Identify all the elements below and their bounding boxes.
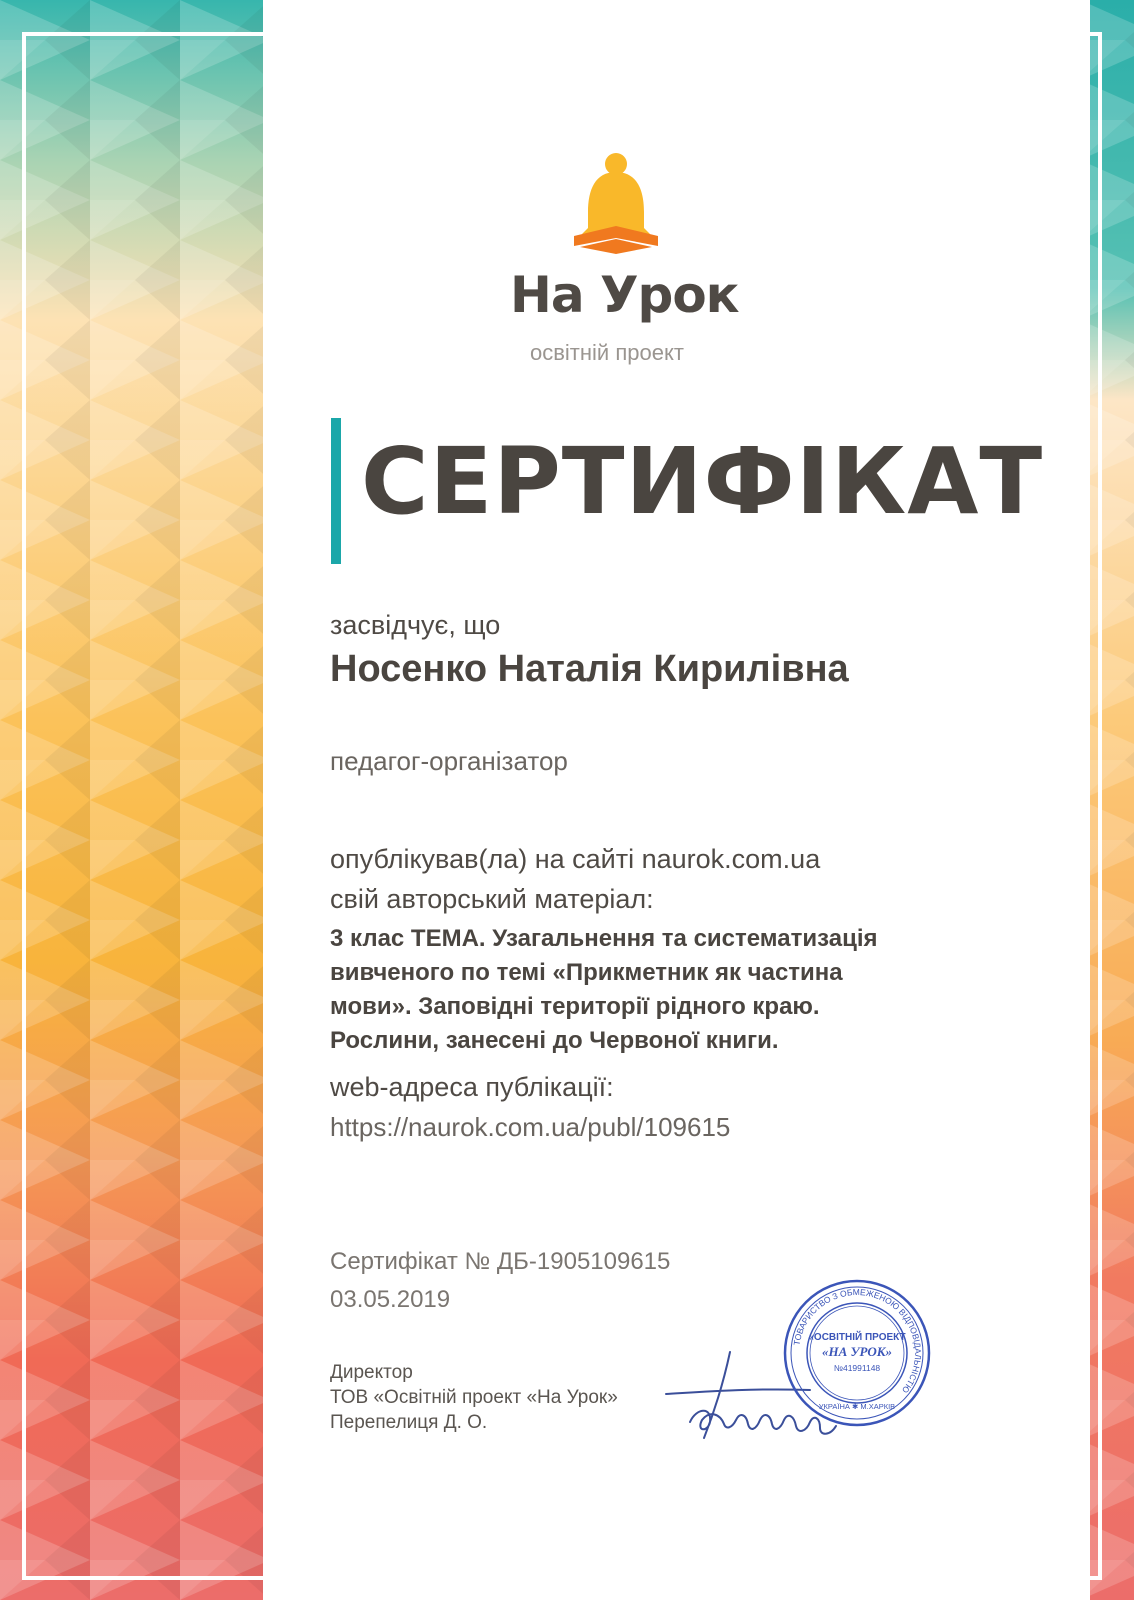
- signatory-org: ТОВ «Освітній проект «На Урок»: [330, 1387, 618, 1408]
- logo-tagline: освітній проект: [530, 340, 684, 365]
- seal-ring-text: ТОВАРИСТВО З ОБМЕЖЕНОЮ ВІДПОВІДАЛЬНІСТЮ: [791, 1286, 924, 1396]
- seal-line1: «ОСВІТНІЙ ПРОЕКТ: [808, 1332, 906, 1343]
- signatory-role: Директор: [330, 1362, 413, 1383]
- certifies-text: засвідчує, що: [330, 610, 501, 640]
- seal-bottom: УКРАЇНА ✱ М.ХАРКІВ: [818, 1402, 896, 1411]
- seal-line2: «НА УРОК»: [821, 1344, 893, 1359]
- web-address-label: web-адреса публікації:: [330, 1072, 614, 1102]
- certificate-title: СЕРТИФІКАТ: [361, 428, 1044, 535]
- certificate-number: Сертифікат № ДБ-1905109615: [330, 1248, 671, 1275]
- recipient-name: Носенко Наталія Кирилівна: [330, 648, 849, 690]
- title-accent-bar: [331, 418, 341, 564]
- publication-url: https://naurok.com.ua/publ/109615: [330, 1112, 731, 1142]
- material-title: 3 клас ТЕМА. Узагальнення та систематизація вивченого по темі «Прикметник як частина мови». Заповідні території рідного краю. Рослини, занесені до Червоної книги.: [330, 925, 878, 1054]
- signatory-name: Перепелиця Д. О.: [330, 1412, 488, 1433]
- published-text: опублікував(ла) на сайті naurok.com.ua: [330, 844, 821, 874]
- logo-name: На Урок: [510, 266, 739, 324]
- company-seal: [782, 1278, 932, 1428]
- signatory-block: [330, 1360, 618, 1435]
- material-label: свій авторський матеріал:: [330, 884, 654, 914]
- certificate-date: 03.05.2019: [330, 1286, 451, 1313]
- recipient-position: педагог-організатор: [330, 746, 568, 776]
- seal-code: №41991148: [833, 1363, 881, 1373]
